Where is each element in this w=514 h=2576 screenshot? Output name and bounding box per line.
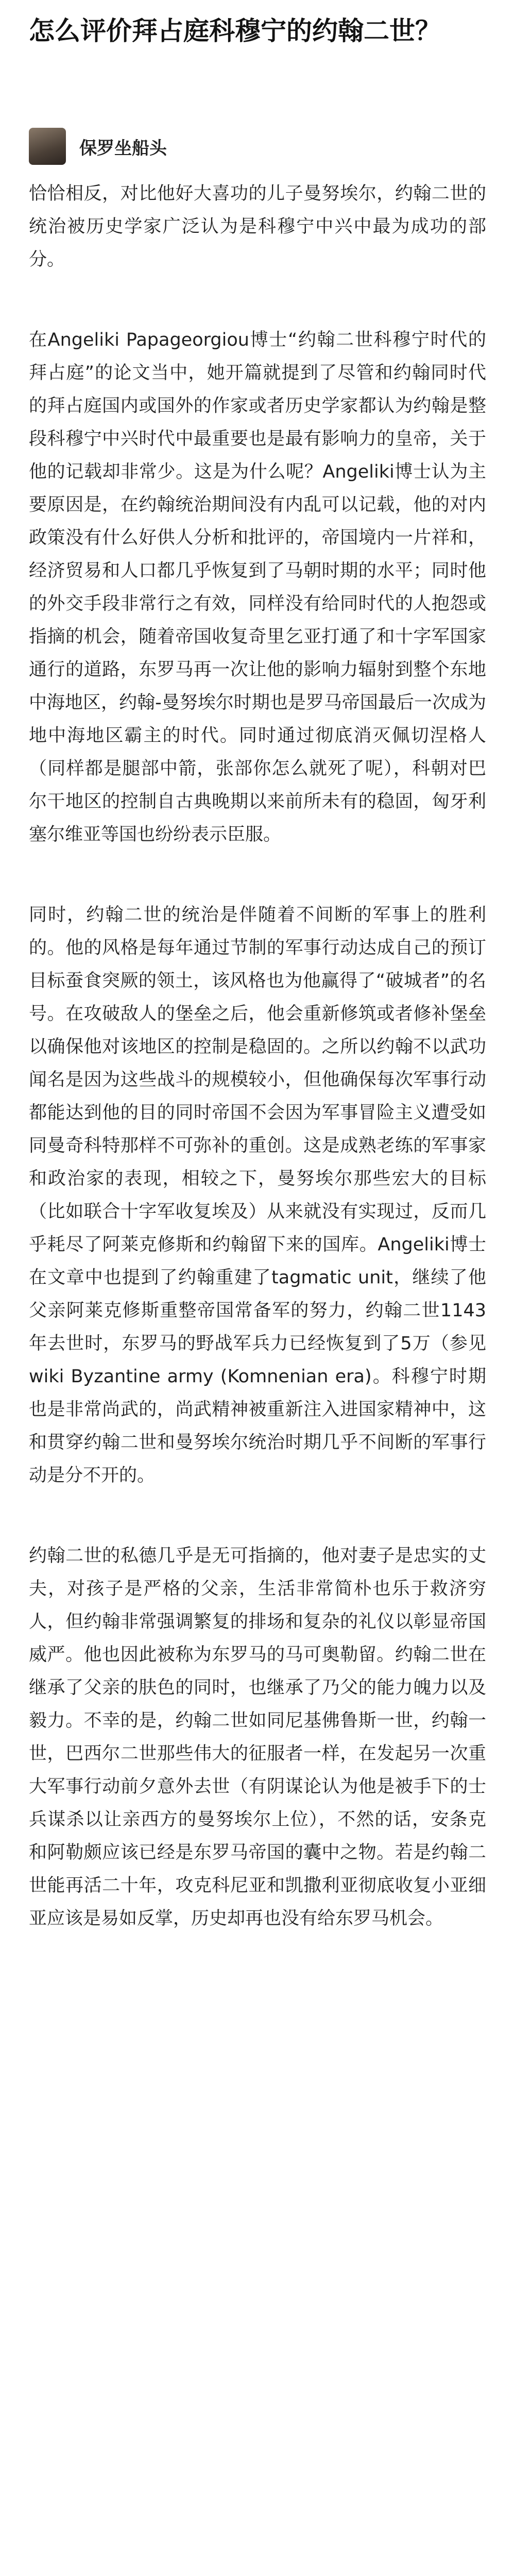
author-bar[interactable] xyxy=(29,128,167,165)
answer-paragraph: 同时，约翰二世的统治是伴随着不间断的军事上的胜利的。他的风格是每年通过节制的军事行动达成自己的预订目标蚕食突厥的领土，该风格也为他赢得了“破城者”的名号。在攻破敌人的堡垒之后，他会重新修筑或者修补堡垒以确保他对该地区的控制是稳固的。之所以约翰不以武功闻名是因为这些战斗的规模较小，但他确保每次军事行动都能达到他的目的同时帝国不会因为军事冒险主义遭受如同曼奇科特那样不可弥补的重创。这是成熟老练的军事家和政治家的表现，相较之下，曼努埃尔那些宏大的目标（比如联合十字军收复埃及）从来就没有实现过，反而几乎耗尽了阿莱克修斯和约翰留下来的国库。Angeliki博士在文章中也提到了约翰重建了tagmatic unit，继续了他父亲阿莱克修斯重整帝国常备军的努力，约翰二世1143年去世时，东罗马的野战军兵力已经恢复到了5万（参见wiki Byzantine army (Komnenian era)。科穆宁时期也是非常尚武的，尚武精神被重新注入进国家精神中，这和贯穿约翰二世和曼努埃尔统治时期几乎不间断的军事行动是分不开的。 xyxy=(29,905,486,1486)
question-title[interactable]: 怎么评价拜占庭科穆宁的约翰二世？ xyxy=(29,16,441,46)
author-name[interactable]: 保罗坐船头 xyxy=(79,138,167,159)
author-avatar[interactable] xyxy=(29,128,66,165)
answer-paragraph: 在Angeliki Papageorgiou博士“约翰二世科穆宁时代的拜占庭”的论文当中，她开篇就提到了尽管和约翰同时代的拜占庭国内或国外的作家或者历史学家都认为约翰是整段科穆宁中兴时代中最重要也是最有影响力的皇帝，关于他的记载却非常少。这是为什么呢？Angeliki博士认为主要原因是，在约翰统治期间没有内乱可以记载，他的对内政策没有什么好供人分析和批评的，帝国境内一片祥和，经济贸易和人口都几乎恢复到了马朝时期的水平；同时他的外交手段非常行之有效，同样没有给同时代的人抱怨或指摘的机会，随着帝国收复奇里乞亚打通了和十字军国家通行的道路，东罗马再一次让他的影响力辐射到整个东地中海地区，约翰-曼努埃尔时期也是罗马帝国最后一次成为地中海地区霸主的时代。同时通过彻底消灭佩切涅格人（同样都是腿部中箭，张部你怎么就死了呢），科朝对巴尔干地区的控制自古典晚期以来前所未有的稳固，匈牙利塞尔维亚等国也纷纷表示臣服。 xyxy=(29,330,486,845)
answer-paragraph: 约翰二世的私德几乎是无可指摘的，他对妻子是忠实的丈夫，对孩子是严格的父亲，生活非常简朴也乐于救济穷人，但约翰非常强调繁复的排场和复杂的礼仪以彰显帝国威严。他也因此被称为东罗马的马可奥勒留。约翰二世在继承了父亲的肤色的同时，也继承了乃父的能力魄力以及毅力。不幸的是，约翰二世如同尼基佛鲁斯一世，约翰一世，巴西尔二世那些伟大的征服者一样，在发起另一次重大军事行动前夕意外去世（有阴谋论认为他是被手下的士兵谋杀以让亲西方的曼努埃尔上位），不然的话，安条克和阿勒颇应该已经是东罗马帝国的囊中之物。若是约翰二世能再活二十年，攻克科尼亚和凯撒利亚彻底收复小亚细亚应该是易如反掌，历史却再也没有给东罗马机会。 xyxy=(29,1546,486,1929)
answer-paragraph: 恰恰相反，对比他好大喜功的儿子曼努埃尔，约翰二世的统治被历史学家广泛认为是科穆宁中兴中最为成功的部分。 xyxy=(29,183,486,270)
answer-content xyxy=(29,177,486,1982)
